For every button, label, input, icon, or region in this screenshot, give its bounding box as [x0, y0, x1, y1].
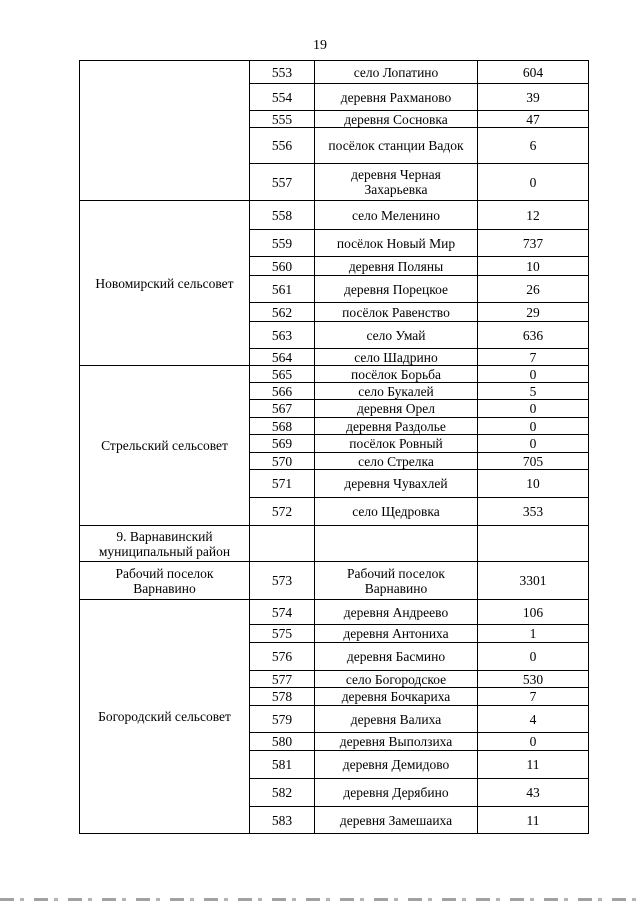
settlement-value: 0 [478, 366, 589, 383]
row-number: 559 [250, 230, 315, 257]
settlement-name: посёлок Новый Мир [315, 230, 478, 257]
settlement-value: 0 [478, 400, 589, 418]
table-row [80, 201, 589, 230]
table-row [80, 61, 589, 84]
row-number: 564 [250, 349, 315, 366]
row-number: 574 [250, 600, 315, 625]
settlement-name: деревня Поляны [315, 257, 478, 276]
group-name-cell [80, 61, 250, 201]
row-number: 575 [250, 625, 315, 643]
row-number: 567 [250, 400, 315, 418]
row-number: 562 [250, 303, 315, 322]
group-name-cell: Рабочий поселок Варнавино [80, 562, 250, 600]
settlement-name: село Стрелка [315, 453, 478, 470]
settlement-value: 12 [478, 201, 589, 230]
settlement-name: село Меленино [315, 201, 478, 230]
table-row [80, 562, 589, 600]
settlement-name: деревня Сосновка [315, 111, 478, 128]
settlement-value: 29 [478, 303, 589, 322]
settlement-name: деревня Чувахлей [315, 470, 478, 498]
row-number: 569 [250, 435, 315, 453]
settlement-value: 7 [478, 349, 589, 366]
settlement-name: посёлок Ровный [315, 435, 478, 453]
settlement-value: 10 [478, 470, 589, 498]
settlement-name: деревня Замешаиха [315, 807, 478, 834]
settlement-value: 0 [478, 733, 589, 751]
settlement-value: 3301 [478, 562, 589, 600]
row-number: 578 [250, 688, 315, 706]
settlement-value: 47 [478, 111, 589, 128]
settlement-value: 604 [478, 61, 589, 84]
row-number: 560 [250, 257, 315, 276]
table-row [80, 366, 589, 383]
row-number: 557 [250, 164, 315, 201]
settlement-value: 353 [478, 498, 589, 526]
row-number: 558 [250, 201, 315, 230]
row-number: 579 [250, 706, 315, 733]
settlement-name: деревня Выползиха [315, 733, 478, 751]
settlement-name: деревня Андреево [315, 600, 478, 625]
row-number: 581 [250, 751, 315, 779]
settlement-name: посёлок Борьба [315, 366, 478, 383]
row-number: 580 [250, 733, 315, 751]
settlement-name: деревня Раздолье [315, 418, 478, 435]
row-number: 570 [250, 453, 315, 470]
row-number: 573 [250, 562, 315, 600]
group-name-cell: Стрельский сельсовет [80, 366, 250, 526]
table-row [80, 600, 589, 625]
settlement-value: 0 [478, 418, 589, 435]
row-number: 571 [250, 470, 315, 498]
settlement-name: деревня Бочкариха [315, 688, 478, 706]
settlement-value: 0 [478, 164, 589, 201]
settlement-name: село Букалей [315, 383, 478, 400]
group-name-cell: Новомирский сельсовет [80, 201, 250, 366]
settlement-name: село Умай [315, 322, 478, 349]
settlement-name: село Щедровка [315, 498, 478, 526]
table-row [80, 526, 589, 562]
row-number: 577 [250, 671, 315, 688]
settlement-value: 7 [478, 688, 589, 706]
settlement-name: деревня Басмино [315, 643, 478, 671]
row-number: 583 [250, 807, 315, 834]
row-number: 582 [250, 779, 315, 807]
settlement-name: село Лопатино [315, 61, 478, 84]
settlement-value: 0 [478, 435, 589, 453]
settlement-value: 26 [478, 276, 589, 303]
settlement-value: 1 [478, 625, 589, 643]
row-number: 556 [250, 128, 315, 164]
settlement-name: деревня Демидово [315, 751, 478, 779]
settlement-name: деревня Орел [315, 400, 478, 418]
settlement-value: 11 [478, 751, 589, 779]
settlement-name: Рабочий поселок Варнавино [315, 562, 478, 600]
settlement-value: 0 [478, 643, 589, 671]
settlement-name: деревня Черная Захарьевка [315, 164, 478, 201]
settlement-value: 10 [478, 257, 589, 276]
row-number: 568 [250, 418, 315, 435]
settlement-name: деревня Рахманово [315, 84, 478, 111]
page-number: 19 [313, 38, 327, 53]
settlement-value: 5 [478, 383, 589, 400]
row-number: 554 [250, 84, 315, 111]
settlement-value: 106 [478, 600, 589, 625]
district-header: 9. Варнавинский муниципальный район [80, 526, 250, 562]
row-number: 561 [250, 276, 315, 303]
settlement-name: деревня Валиха [315, 706, 478, 733]
settlement-value: 636 [478, 322, 589, 349]
scan-edge-noise [0, 898, 640, 901]
row-number [250, 526, 315, 562]
settlement-value: 4 [478, 706, 589, 733]
settlement-name [315, 526, 478, 562]
row-number: 566 [250, 383, 315, 400]
settlement-name: село Богородское [315, 671, 478, 688]
row-number: 572 [250, 498, 315, 526]
settlement-value: 705 [478, 453, 589, 470]
group-name-cell: Богородский сельсовет [80, 600, 250, 834]
row-number: 563 [250, 322, 315, 349]
settlement-name: посёлок Равенство [315, 303, 478, 322]
settlement-name: село Шадрино [315, 349, 478, 366]
settlement-value: 530 [478, 671, 589, 688]
row-number: 576 [250, 643, 315, 671]
row-number: 555 [250, 111, 315, 128]
settlement-value: 11 [478, 807, 589, 834]
settlement-value: 6 [478, 128, 589, 164]
settlement-name: деревня Порецкое [315, 276, 478, 303]
row-number: 565 [250, 366, 315, 383]
settlement-value: 39 [478, 84, 589, 111]
settlement-value: 737 [478, 230, 589, 257]
settlement-name: посёлок станции Вадок [315, 128, 478, 164]
settlement-value [478, 526, 589, 562]
settlement-value: 43 [478, 779, 589, 807]
settlement-name: деревня Антониха [315, 625, 478, 643]
row-number: 553 [250, 61, 315, 84]
settlement-table [79, 60, 589, 834]
settlement-name: деревня Дерябино [315, 779, 478, 807]
